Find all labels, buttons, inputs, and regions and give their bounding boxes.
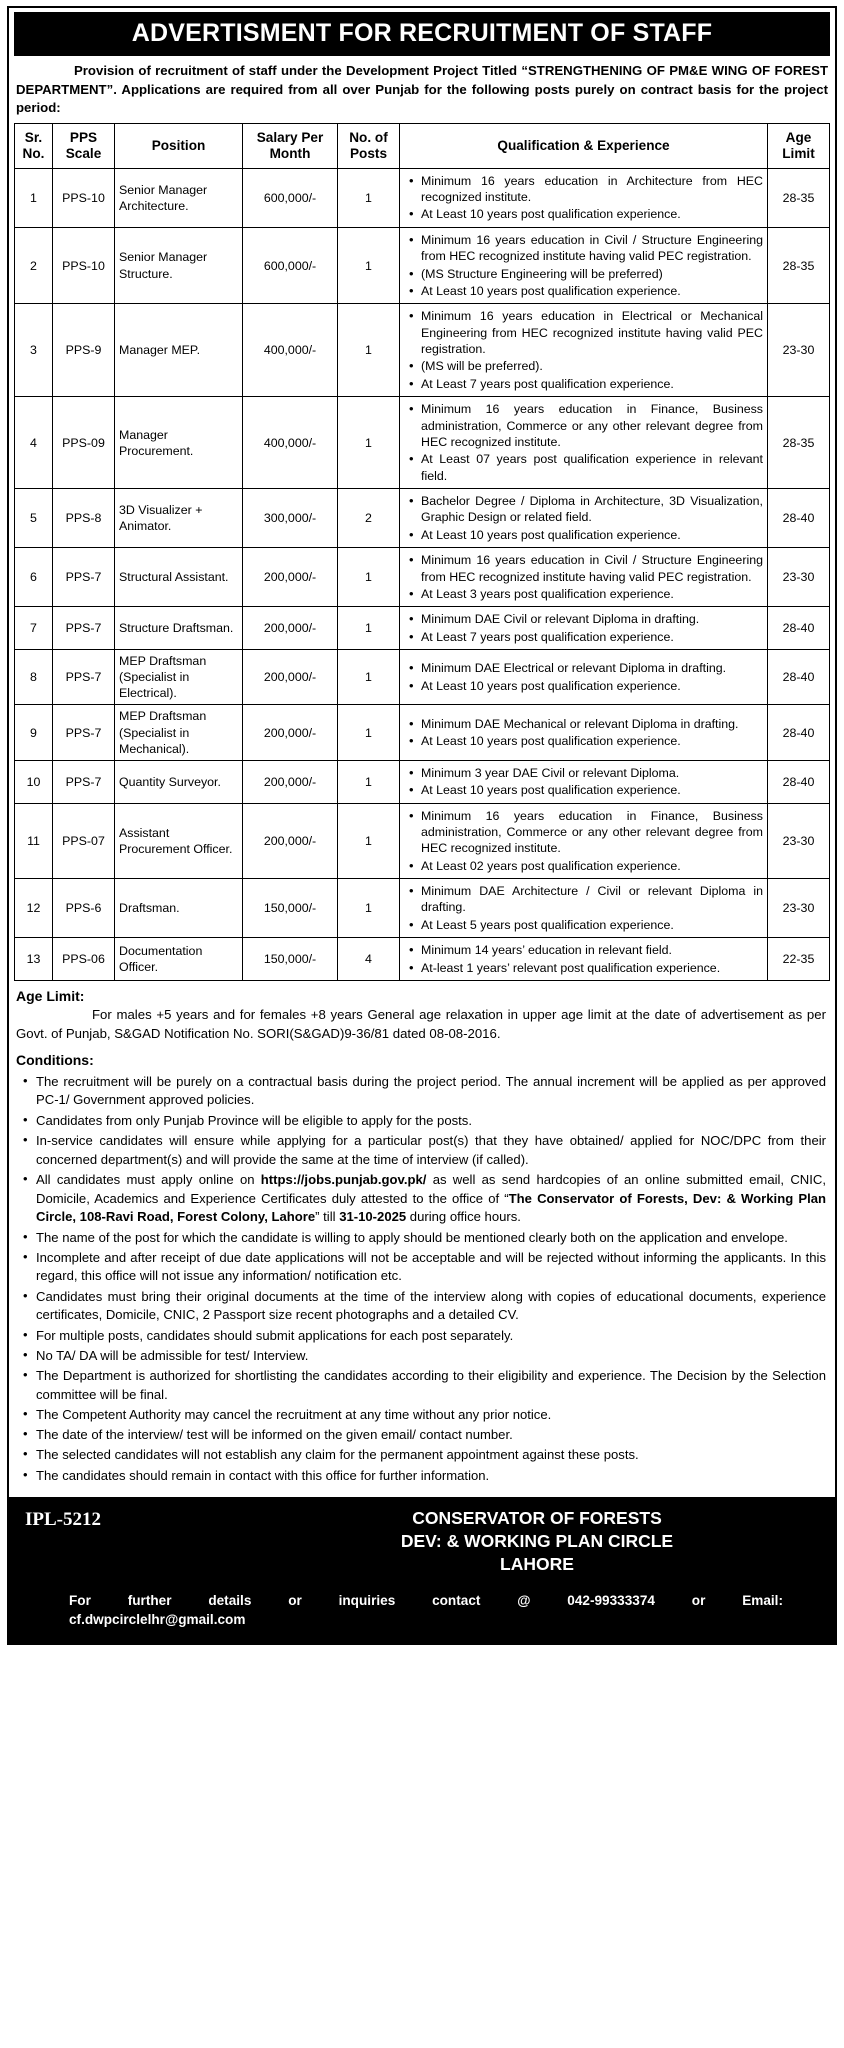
cell-position: Draftsman. (115, 879, 243, 938)
qualification-list (404, 765, 763, 799)
cell-salary: 200,000/- (243, 548, 338, 607)
qualification-item: • Minimum DAE Architecture / Civil or relevant Diploma in drafting. (421, 883, 763, 916)
project-title: “STRENGTHENING OF PM&E WING OF FOREST DEPARTMENT”. (16, 63, 829, 97)
condition-text: during office hours. (406, 1209, 521, 1225)
table-row (15, 304, 830, 397)
cell-age-limit: 23-30 (768, 803, 830, 879)
qualification-item: • At Least 10 years post qualification experience. (421, 206, 763, 222)
intro-text-part1: Provision of recruitment of staff under the Development Project Titled (74, 63, 522, 78)
table-row (15, 879, 830, 938)
cell-position: MEP Draftsman (Specialist in Electrical). (115, 650, 243, 705)
cell-salary: 400,000/- (243, 397, 338, 489)
cell-sr-no: 2 (15, 227, 53, 304)
cell-salary: 150,000/- (243, 879, 338, 938)
qualification-list (404, 552, 763, 602)
cell-sr-no: 7 (15, 607, 53, 650)
contact-info (25, 1591, 819, 1630)
qualification-item: • Minimum DAE Mechanical or relevant Diploma in drafting. (421, 716, 763, 732)
cell-pps-scale: PPS-7 (53, 760, 115, 803)
qualification-item: • At Least 10 years post qualification experience. (421, 678, 763, 694)
table-row (15, 760, 830, 803)
cell-pps-scale: PPS-07 (53, 803, 115, 879)
qualification-item: • At Least 10 years post qualification experience. (421, 527, 763, 543)
cell-qualification (400, 168, 768, 227)
qualification-list (404, 660, 763, 694)
qualification-item: • At Least 7 years post qualification experience. (421, 629, 763, 645)
condition-item (36, 1171, 826, 1227)
cell-position: Quantity Surveyor. (115, 760, 243, 803)
cell-age-limit: 23-30 (768, 304, 830, 397)
header-no-of-posts: No. of Posts (338, 124, 400, 169)
cell-pps-scale: PPS-7 (53, 705, 115, 760)
cell-no-of-posts: 2 (338, 489, 400, 548)
condition-emphasis: https://jobs.punjab.gov.pk/ (260, 1171, 427, 1187)
cell-age-limit: 28-35 (768, 168, 830, 227)
cell-position: Manager MEP. (115, 304, 243, 397)
cell-age-limit: 28-35 (768, 397, 830, 489)
footer-bar (9, 1497, 835, 1643)
cell-position: Assistant Procurement Officer. (115, 803, 243, 879)
cell-age-limit: 28-40 (768, 650, 830, 705)
cell-position: 3D Visualizer + Animator. (115, 489, 243, 548)
condition-text: The date of the interview/ test will be informed on the given email/ contact number. (36, 1427, 513, 1443)
cell-no-of-posts: 1 (338, 760, 400, 803)
cell-pps-scale: PPS-7 (53, 650, 115, 705)
condition-text: The Department is authorized for shortlisting the candidates according to their eligibility and experience. The Decision by the Selection committee will be final. (36, 1368, 826, 1402)
table-row (15, 705, 830, 760)
condition-item (36, 1347, 826, 1366)
contact-phone-line: For further details or inquiries contact @ 042-99333374 or Email: (69, 1592, 783, 1608)
qualification-item: • At Least 10 years post qualification experience. (421, 733, 763, 749)
cell-age-limit: 28-40 (768, 705, 830, 760)
cell-pps-scale: PPS-9 (53, 304, 115, 397)
table-row (15, 650, 830, 705)
cell-pps-scale: PPS-10 (53, 227, 115, 304)
condition-text: All candidates must apply online on (36, 1171, 261, 1187)
qualification-list (404, 942, 763, 976)
cell-qualification (400, 548, 768, 607)
cell-pps-scale: PPS-6 (53, 879, 115, 938)
table-row (15, 803, 830, 879)
condition-text: as well as send hardcopies of an online submitted email, CNIC, Domicile, Academics and Experience Certificates duly attested to the office of “ (36, 1171, 826, 1206)
condition-text: The recruitment will be purely on a contractual basis during the project period. The annual increment will be applied as per approved PC-1/ Government approved policies. (36, 1073, 826, 1108)
cell-no-of-posts: 1 (338, 607, 400, 650)
cell-position: Manager Procurement. (115, 397, 243, 489)
cell-position: Documentation Officer. (115, 938, 243, 981)
header-qualification: Qualification & Experience (400, 124, 768, 169)
cell-qualification (400, 803, 768, 879)
cell-pps-scale: PPS-7 (53, 548, 115, 607)
condition-text: For multiple posts, candidates should submit applications for each post separately. (36, 1327, 514, 1343)
qualification-item: • At Least 10 years post qualification experience. (421, 283, 763, 299)
cell-age-limit: 28-35 (768, 227, 830, 304)
intro-text-part2: Applications are required from all over Punjab for the following posts purely on contract basis for the project period: (16, 81, 828, 116)
condition-item (36, 1406, 826, 1425)
cell-sr-no: 3 (15, 304, 53, 397)
qualification-item: • Minimum DAE Civil or relevant Diploma in drafting. (421, 611, 763, 627)
condition-text: Incomplete and after receipt of due date applications will not be acceptable and will be rejected without informing the applicants. In this regard, this office will not issue any information/ notification etc. (36, 1249, 826, 1284)
condition-item (36, 1229, 826, 1248)
qualification-list (404, 493, 763, 543)
footer-top-row (25, 1507, 819, 1577)
cell-salary: 200,000/- (243, 705, 338, 760)
condition-text: The Competent Authority may cancel the recruitment at any time without any prior notice. (36, 1406, 552, 1422)
qualification-item: • At Least 07 years post qualification experience in relevant field. (421, 451, 763, 484)
qualification-item: • At Least 10 years post qualification experience. (421, 782, 763, 798)
qualification-list (404, 401, 763, 484)
condition-item (36, 1327, 826, 1346)
cell-position: Structural Assistant. (115, 548, 243, 607)
condition-text: The selected candidates will not establish any claim for the permanent appointment against these posts. (36, 1447, 639, 1463)
qualification-item: • (MS Structure Engineering will be preferred) (421, 266, 763, 282)
age-limit-heading: Age Limit: (16, 987, 85, 1004)
cell-no-of-posts: 1 (338, 168, 400, 227)
qualification-item: • Minimum 16 years education in Electrical or Mechanical Engineering from HEC recognized institute having valid PEC registration. (421, 308, 763, 357)
condition-text: ” till (315, 1209, 340, 1225)
qualification-item: • (MS will be preferred). (421, 358, 763, 374)
office-line-1: CONSERVATOR OF FORESTS (412, 1507, 662, 1528)
cell-qualification (400, 760, 768, 803)
cell-age-limit: 28-40 (768, 760, 830, 803)
qualification-list (404, 232, 763, 300)
cell-no-of-posts: 1 (338, 304, 400, 397)
table-row (15, 489, 830, 548)
cell-qualification (400, 650, 768, 705)
qualification-list (404, 173, 763, 223)
qualification-list (404, 808, 763, 875)
header-position: Position (115, 124, 243, 169)
condition-text: Candidates from only Punjab Province will be eligible to apply for the posts. (36, 1112, 472, 1128)
cell-salary: 200,000/- (243, 803, 338, 879)
table-row (15, 168, 830, 227)
qualification-item: • Bachelor Degree / Diploma in Architecture, 3D Visualization, Graphic Design or related field. (421, 493, 763, 526)
cell-qualification (400, 304, 768, 397)
condition-text: No TA/ DA will be admissible for test/ Interview. (36, 1347, 309, 1363)
condition-item (36, 1132, 826, 1169)
positions-table-body (15, 168, 830, 980)
conditions-heading: Conditions: (16, 1052, 94, 1069)
cell-salary: 400,000/- (243, 304, 338, 397)
positions-table (14, 123, 830, 981)
condition-item (36, 1288, 826, 1325)
qualification-item: • At Least 02 years post qualification experience. (421, 858, 763, 874)
condition-text: The candidates should remain in contact with this office for further information. (36, 1467, 490, 1483)
cell-no-of-posts: 1 (338, 650, 400, 705)
cell-salary: 600,000/- (243, 168, 338, 227)
cell-no-of-posts: 1 (338, 803, 400, 879)
conditions-list (14, 1069, 830, 1493)
cell-qualification (400, 397, 768, 489)
qualification-list (404, 611, 763, 645)
table-row (15, 938, 830, 981)
cell-pps-scale: PPS-09 (53, 397, 115, 489)
cell-salary: 300,000/- (243, 489, 338, 548)
condition-text: Candidates must bring their original documents at the time of the interview along with copies of educational documents, experience certificates, Domicile, CNIC, 2 Passport size recent photographs and a detailed CV. (36, 1288, 826, 1323)
qualification-item: • Minimum 16 years education in Architecture from HEC recognized institute. (421, 173, 763, 206)
cell-no-of-posts: 1 (338, 879, 400, 938)
issuing-office (295, 1507, 819, 1577)
qualification-item: • Minimum 16 years education in Finance, Business administration, Commerce or any other relevant degree from HEC recognized institute. (421, 808, 763, 857)
qualification-item: • Minimum DAE Electrical or relevant Diploma in drafting. (421, 660, 763, 676)
cell-no-of-posts: 4 (338, 938, 400, 981)
header-sr-no: Sr. No. (15, 124, 53, 169)
page-title: ADVERTISMENT FOR RECRUITMENT OF STAFF (14, 12, 830, 56)
condition-text: The name of the post for which the candidate is willing to apply should be mentioned clearly both on the application and envelope. (36, 1229, 788, 1245)
cell-pps-scale: PPS-7 (53, 607, 115, 650)
advertisement-frame (7, 6, 837, 1645)
cell-sr-no: 11 (15, 803, 53, 879)
qualification-item: • Minimum 16 years education in Finance, Business administration, Commerce or any other relevant degree from HEC recognized institute. (421, 401, 763, 450)
cell-sr-no: 9 (15, 705, 53, 760)
condition-emphasis: The Conservator of Forests, Dev: & Working Plan Circle, 108-Ravi Road, Forest Colony, Lahore (36, 1190, 826, 1225)
cell-no-of-posts: 1 (338, 705, 400, 760)
cell-qualification (400, 938, 768, 981)
table-row (15, 548, 830, 607)
cell-salary: 200,000/- (243, 650, 338, 705)
qualification-item: • Minimum 3 year DAE Civil or relevant Diploma. (421, 765, 763, 781)
cell-qualification (400, 489, 768, 548)
cell-sr-no: 1 (15, 168, 53, 227)
cell-no-of-posts: 1 (338, 548, 400, 607)
cell-no-of-posts: 1 (338, 227, 400, 304)
cell-sr-no: 13 (15, 938, 53, 981)
age-limit-paragraph: For males +5 years and for females +8 years General age relaxation in upper age limit at the date of advertisement as per Govt. of Punjab, S&GAD Notification No. SORI(S&GAD)9-36/81 dated 08-08-2016. (16, 1006, 826, 1042)
condition-item (36, 1426, 826, 1445)
cell-qualification (400, 607, 768, 650)
cell-sr-no: 4 (15, 397, 53, 489)
condition-item (36, 1112, 826, 1131)
cell-qualification (400, 879, 768, 938)
qualification-item: • At Least 5 years post qualification experience. (421, 917, 763, 933)
table-header-row (15, 124, 830, 169)
cell-pps-scale: PPS-8 (53, 489, 115, 548)
cell-salary: 150,000/- (243, 938, 338, 981)
qualification-list (404, 883, 763, 933)
qualification-item: • Minimum 16 years education in Civil / Structure Engineering from HEC recognized institute having valid PEC registration. (421, 552, 763, 585)
cell-pps-scale: PPS-10 (53, 168, 115, 227)
contact-email[interactable]: cf.dwpcirclelhr@gmail.com (69, 1611, 246, 1627)
condition-item (36, 1446, 826, 1465)
header-salary: Salary Per Month (243, 124, 338, 169)
condition-item (36, 1367, 826, 1404)
qualification-item: • At Least 7 years post qualification experience. (421, 376, 763, 392)
cell-age-limit: 28-40 (768, 489, 830, 548)
qualification-item: • At Least 3 years post qualification experience. (421, 586, 763, 602)
qualification-list (404, 308, 763, 392)
cell-salary: 200,000/- (243, 760, 338, 803)
cell-age-limit: 22-35 (768, 938, 830, 981)
table-row (15, 227, 830, 304)
qualification-list (404, 716, 763, 750)
condition-item (36, 1467, 826, 1486)
cell-sr-no: 12 (15, 879, 53, 938)
office-line-3: LAHORE (500, 1554, 574, 1575)
cell-salary: 200,000/- (243, 607, 338, 650)
cell-salary: 600,000/- (243, 227, 338, 304)
cell-pps-scale: PPS-06 (53, 938, 115, 981)
header-age-limit: Age Limit (768, 124, 830, 169)
cell-no-of-posts: 1 (338, 397, 400, 489)
cell-age-limit: 23-30 (768, 548, 830, 607)
cell-qualification (400, 705, 768, 760)
cell-sr-no: 8 (15, 650, 53, 705)
cell-sr-no: 5 (15, 489, 53, 548)
condition-emphasis: 31-10-2025 (339, 1209, 407, 1225)
qualification-item: • At-least 1 years’ relevant post qualification experience. (421, 960, 763, 976)
intro-paragraph (14, 56, 830, 123)
condition-text: In-service candidates will ensure while applying for a particular post(s) that they have obtained/ applied for NOC/DPC from their concerned department(s) and will provide the same at the time of interview (if called). (36, 1132, 826, 1167)
cell-age-limit: 23-30 (768, 879, 830, 938)
qualification-item: • Minimum 16 years education in Civil / Structure Engineering from HEC recognized institute having valid PEC registration. (421, 232, 763, 265)
age-limit-text (14, 1005, 830, 1045)
cell-sr-no: 10 (15, 760, 53, 803)
cell-qualification (400, 227, 768, 304)
table-row (15, 397, 830, 489)
cell-position: MEP Draftsman (Specialist in Mechanical). (115, 705, 243, 760)
header-pps-scale: PPS Scale (53, 124, 115, 169)
qualification-item: • Minimum 14 years’ education in relevant field. (421, 942, 763, 958)
cell-sr-no: 6 (15, 548, 53, 607)
condition-item (36, 1073, 826, 1110)
ipl-code: IPL-5212 (25, 1508, 101, 1530)
condition-item (36, 1249, 826, 1286)
cell-position: Structure Draftsman. (115, 607, 243, 650)
cell-position: Senior Manager Structure. (115, 227, 243, 304)
cell-position: Senior Manager Architecture. (115, 168, 243, 227)
office-line-2: DEV: & WORKING PLAN CIRCLE (400, 1531, 674, 1552)
cell-age-limit: 28-40 (768, 607, 830, 650)
table-row (15, 607, 830, 650)
